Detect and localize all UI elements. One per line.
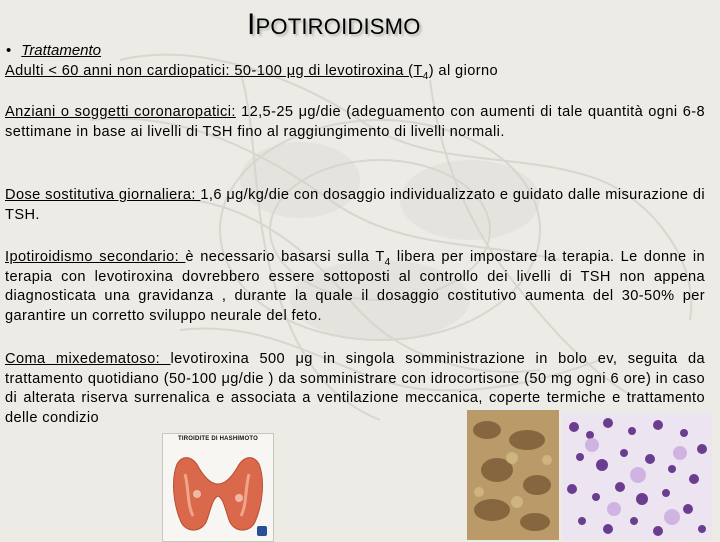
paragraph-daily-dose (5, 186, 705, 225)
secondary-subscript: 4 (384, 256, 391, 268)
daily-dose-text: 1,6 μg/kg/die con dosaggio individualizzato e guidato dalle misurazione di TSH. (5, 187, 705, 223)
page-title (247, 8, 421, 42)
coma-label: Coma mixedematoso: (5, 351, 171, 367)
specimen-drawing (163, 434, 273, 541)
elderly-label: Anziani o soggetti coronaropatici: (5, 104, 236, 120)
cytology-image (562, 413, 712, 540)
secondary-label: Ipotiroidismo secondario: (5, 249, 186, 265)
title-rest: POTIROIDISMO (255, 14, 421, 39)
cytology-drawing (562, 413, 712, 540)
bullet-icon: • (6, 42, 12, 59)
histology-drawing (467, 410, 559, 540)
paragraph-elderly (5, 103, 705, 142)
paragraph-secondary (5, 248, 705, 326)
histology-image (467, 410, 559, 540)
treatment-label: Trattamento (21, 42, 102, 59)
adults-subscript: 4 (422, 70, 429, 82)
elderly-text: 12,5-25 μg/die (adeguamento con aumenti di tale quantità ogni 6-8 settimane in base ai livelli di TSH fino al raggiungimento di livelli normali. (5, 104, 705, 140)
title-initial: I (247, 8, 256, 41)
paragraph-adults (5, 62, 705, 82)
thyroid-specimen-image (162, 433, 274, 542)
secondary-text-2: libera per impostare la terapia. Le donne in terapia con levotiroxina dovrebbero essere sottoposti al controllo dei livelli di TSH non appena diagnosticata una gravidanza , durante la quale il dosaggio costitutivo aumenta del 30-50% per garantire un corretto sviluppo neurale del feto. (5, 249, 705, 324)
daily-dose-label: Dose sostitutiva giornaliera: (5, 187, 201, 203)
adults-end: ) al giorno (428, 63, 499, 79)
treatment-heading (6, 42, 101, 59)
adults-text: Adulti < 60 anni non cardiopatici: 50-100 μg di levotiroxina (T (5, 63, 423, 79)
specimen-caption: TIROIDITE DI HASHIMOTO (178, 436, 258, 442)
coma-text: levotiroxina 500 μg in singola somministrazione in bolo ev, seguita da trattamento quotidiano (50-100 μg/die ) da somministrare con idrocortisone (50 mg ogni 6 ore) in caso di alterata riserva surrenalica e associata a ventilazione meccanica, coperte termiche e trattamento delle condizio (5, 351, 705, 426)
secondary-text-1: è necessario basarsi sulla T (185, 249, 385, 265)
